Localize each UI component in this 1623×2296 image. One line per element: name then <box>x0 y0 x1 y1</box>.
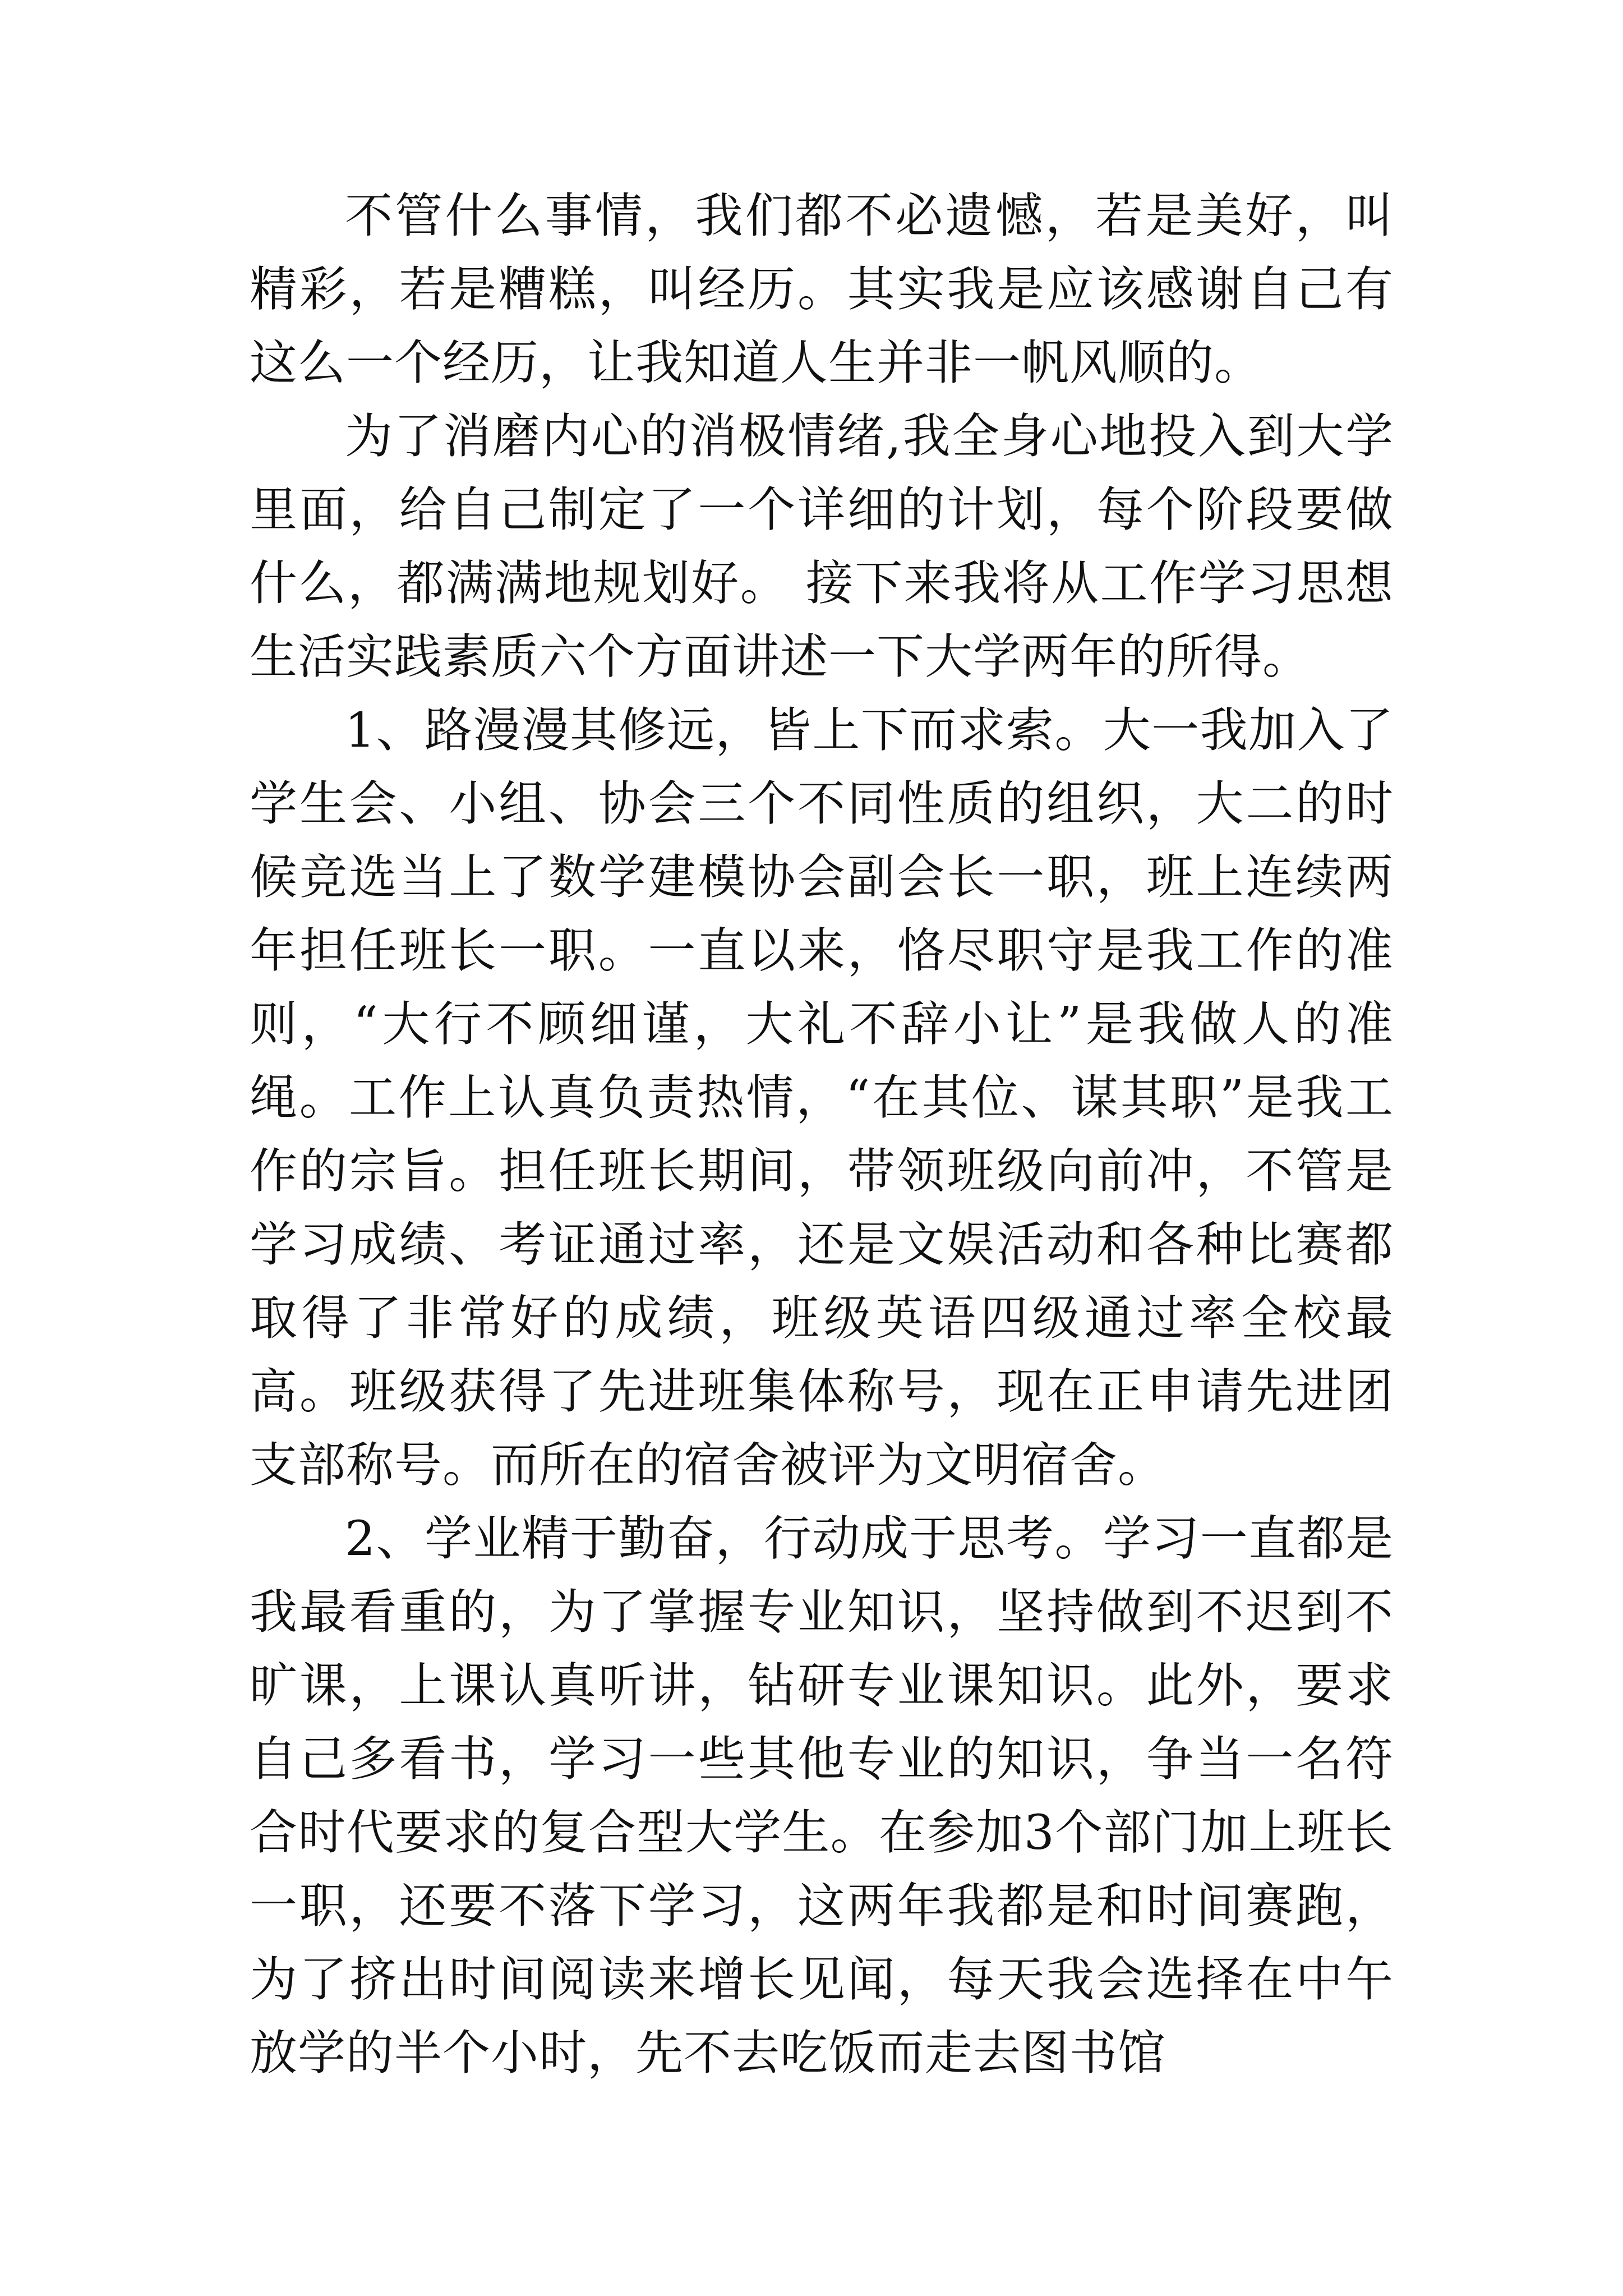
paragraph-3: 1、路漫漫其修远，皆上下而求索。大一我加入了学生会、小组、协会三个不同性质的组织，大二的时候竞选当上了数学建模协会副会长一职，班上连续两年担任班长一职。一直以来，恪尽职守是我工作的准则，“大行不顾细谨，大礼不辞小让”是我做人的准绳。工作上认真负责热情，“在其位、谋其职”是我工作的宗旨。担任班长期间，带领班级向前冲，不管是学习成绩、考证通过率，还是文娱活动和各种比赛都取得了非常好的成绩，班级英语四级通过率全校最高。班级获得了先进班集体称号，现在正申请先进团支部称号。而所在的宿舍被评为文明宿舍。 <box>250 703 1394 1493</box>
paragraph-4: 2、学业精于勤奋，行动成于思考。学习一直都是我最看重的，为了掌握专业知识，坚持做到不迟到不旷课，上课认真听讲，钻研专业课知识。此外，要求自己多看书，学习一些其他专业的知识，争当一名符合时代要求的复合型大学生。在参加3个部门加上班长一职，还要不落下学习，这两年我都是和时间赛跑，为了挤出时间阅读来增长见闻，每天我会选择在中午放学的半个小时，先不去吃饭而走去图书馆 <box>250 1511 1394 2081</box>
document-body <box>250 180 1394 2090</box>
paragraph-2: 为了消磨内心的消极情绪,我全身心地投入到大学里面，给自己制定了一个详细的计划，每个阶段要做什么，都满满地规划好。 接下来我将从工作学习思想生活实践素质六个方面讲述一下大学两年的所得。 <box>250 409 1394 685</box>
paragraph-1: 不管什么事情，我们都不必遗憾，若是美好，叫精彩，若是糟糕，叫经历。其实我是应该感谢自己有这么一个经历，让我知道人生并非一帆风顺的。 <box>250 188 1394 391</box>
